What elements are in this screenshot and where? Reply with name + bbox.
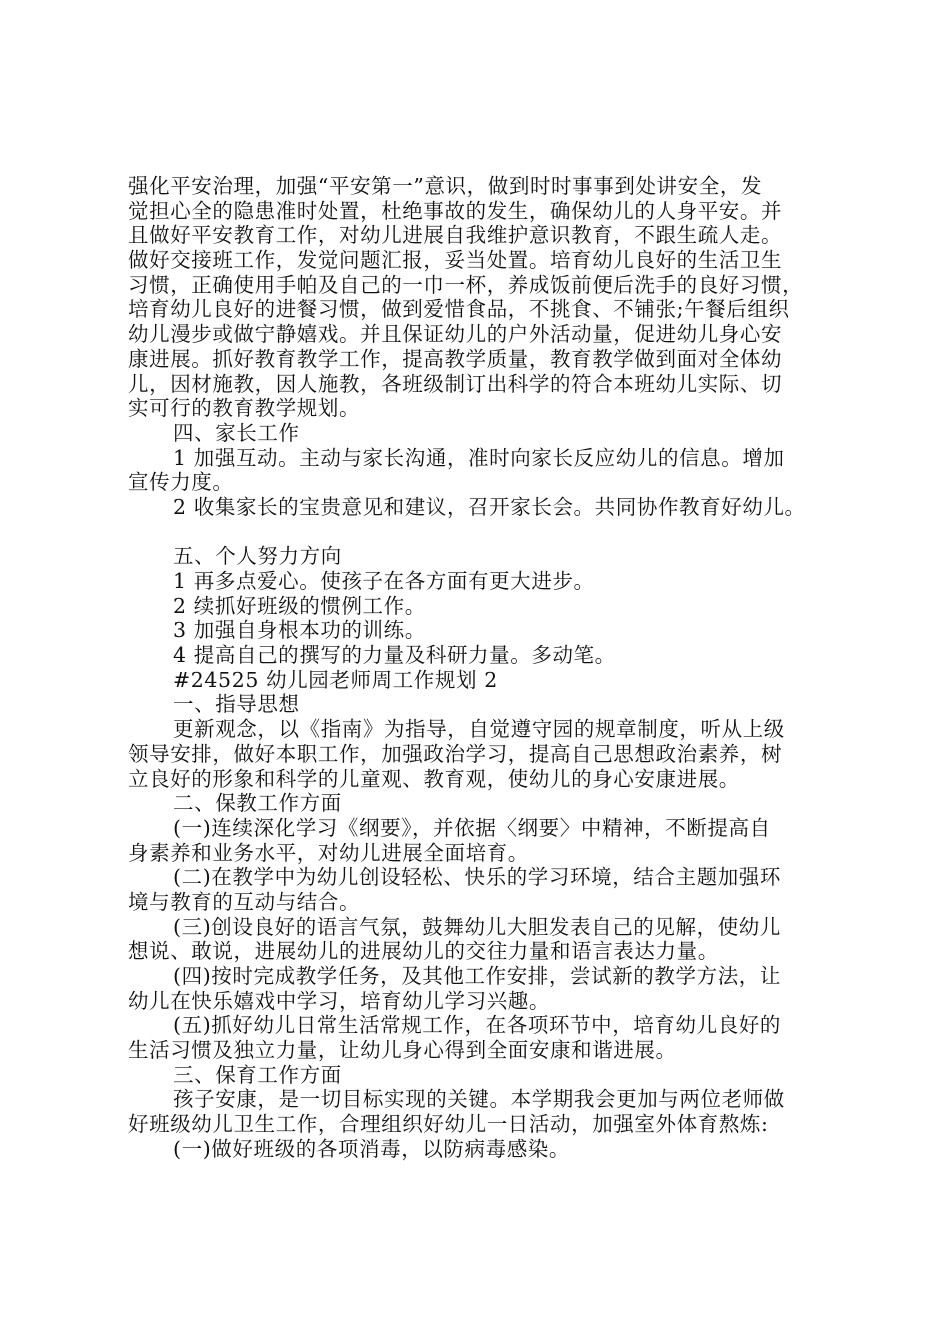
- text-line: 2 收集家长的宝贵意见和建议，召开家长会。共同协作教育好幼儿。: [173, 494, 806, 519]
- text-line: 强化平安治理，加强“平安第一”意识，做到时时事事到处讲安全，发: [128, 174, 763, 198]
- text-line: (三)创设良好的语言气氛，鼓舞幼儿大胆发表自己的见解，使幼儿: [173, 914, 781, 939]
- section-heading: 一、指导思想: [173, 692, 300, 717]
- text-line: 习惯，正确使用手帕及自己的一巾一杯，养成饭前便后洗手的良好习惯，: [128, 272, 804, 297]
- text-line: 幼儿漫步或做宁静嬉戏。并且保证幼儿的户外活动量，促进幼儿身心安: [128, 322, 783, 347]
- text-line: 且做好平安教育工作，对幼儿进展自我维护意识教育，不跟生疏人走。: [128, 223, 783, 248]
- document-body: [128, 174, 833, 1162]
- document-title: #24525 幼儿园老师周工作规划 2: [173, 667, 498, 692]
- text-line: (一)连续深化学习《纲要》，并依据〈纲要〉中精神，不断提高自: [173, 815, 771, 840]
- text-line: 更新观念，以《指南》为指导，自觉遵守园的规章制度，听从上级: [173, 717, 785, 742]
- text-line: 4 提高自己的撰写的力量及科研力量。多动笔。: [173, 643, 616, 668]
- text-line: 培育幼儿良好的进餐习惯，做到爱惜食品，不挑食、不铺张;午餐后组织: [128, 297, 790, 322]
- section-heading: 三、保育工作方面: [173, 1062, 342, 1087]
- text-line: 3 加强自身根本功的训练。: [173, 618, 426, 643]
- section-heading: 四、家长工作: [173, 420, 300, 445]
- section-heading: 二、保教工作方面: [173, 791, 342, 816]
- text-line: 宣传力度。: [128, 470, 234, 495]
- text-line: 做好交接班工作，发觉问题汇报，妥当处置。培育幼儿良好的生活卫生: [128, 248, 783, 273]
- text-line: (四)按时完成教学任务，及其他工作安排，尝试新的教学方法，让: [173, 964, 781, 988]
- text-line: 境与教育的互动与结合。: [128, 889, 361, 914]
- text-line: 幼儿在快乐嬉戏中学习，培育幼儿学习兴趣。: [128, 988, 550, 1013]
- section-heading: 五、个人努力方向: [173, 544, 342, 569]
- text-line: 康进展。抓好教育教学工作，提高教学质量，教育教学做到面对全体幼: [128, 346, 783, 371]
- text-line: 儿，因材施教，因人施教，各班级制订出科学的符合本班幼儿实际、切: [128, 371, 783, 396]
- text-line: 领导安排，做好本职工作，加强政治学习，提高自己思想政治素养，树: [128, 741, 783, 766]
- text-line: (一)做好班级的各项消毒，以防病毒感染。: [173, 1136, 570, 1161]
- text-line: 身素养和业务水平，对幼儿进展全面培育。: [128, 840, 529, 865]
- text-line: (五)抓好幼儿日常生活常规工作，在各项环节中，培育幼儿良好的: [173, 1013, 781, 1038]
- text-line: 2 续抓好班级的惯例工作。: [173, 593, 426, 618]
- text-line: 实可行的教育教学规划。: [128, 396, 361, 421]
- text-line: 生活习惯及独立力量，让幼儿身心得到全面安康和谐进展。: [128, 1038, 677, 1063]
- text-line: 觉担心全的隐患准时处置，杜绝事故的发生，确保幼儿的人身平安。并: [128, 198, 783, 223]
- text-line: 1 再多点爱心。使孩子在各方面有更大进步。: [173, 569, 595, 593]
- text-line: 立良好的形象和科学的儿童观、教育观，使幼儿的身心安康进展。: [128, 766, 740, 791]
- text-line: 好班级幼儿卫生工作，合理组织好幼儿一日活动，加强室外体育熬炼:: [128, 1112, 769, 1137]
- text-line: 想说、敢说，进展幼儿的进展幼儿的交往力量和语言表达力量。: [128, 939, 719, 964]
- blank-line: [128, 520, 833, 545]
- text-line: 1 加强互动。主动与家长沟通，准时向家长反应幼儿的信息。增加: [173, 445, 785, 470]
- text-line: (二)在教学中为幼儿创设轻松、快乐的学习环境，结合主题加强环: [173, 865, 781, 890]
- text-line: 孩子安康，是一切目标实现的关键。本学期我会更加与两位老师做: [173, 1087, 785, 1112]
